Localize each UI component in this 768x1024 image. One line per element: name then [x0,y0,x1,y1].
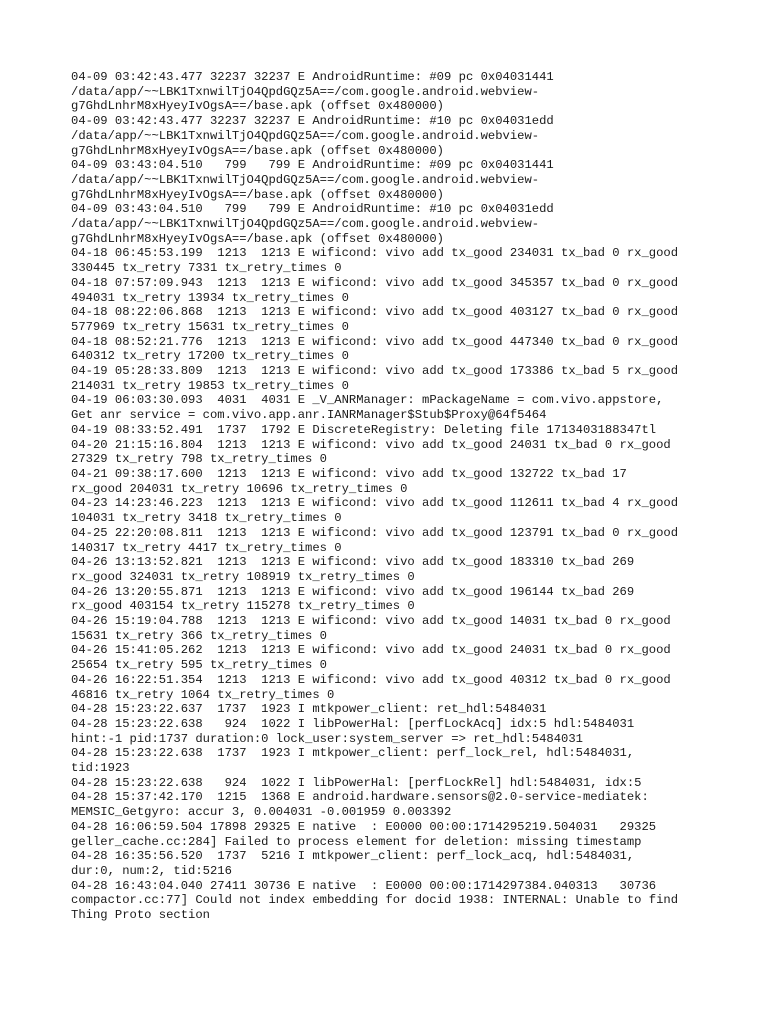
log-line: compactor.cc:77] Could not index embedding for docid 1938: INTERNAL: Unable to find [71,893,679,908]
log-line: 04-18 06:45:53.199 1213 1213 E wificond: vivo add tx_good 234031 tx_bad 0 rx_good [71,246,679,261]
log-line: Get anr service = com.vivo.app.anr.IANRManager$Stub$Proxy@64f5464 [71,408,547,423]
log-line: /data/app/~~LBK1TxnwilTjO4QpdGQz5A==/com.google.android.webview- [71,84,540,99]
log-line: 04-09 03:43:04.510 799 799 E AndroidRuntime: #09 pc 0x04031441 [71,158,554,173]
log-line: 04-28 16:35:56.520 1737 5216 I mtkpower_client: perf_lock_acq, hdl:5484031, [71,849,635,864]
log-line: g7GhdLnhrM8xHyeyIvOgsA==/base.apk (offset 0x480000) [71,143,444,158]
log-line: 04-28 15:23:22.638 924 1022 I libPowerHal: [perfLockRel] hdl:5484031, idx:5 [71,775,642,790]
log-line: 04-26 15:19:04.788 1213 1213 E wificond: vivo add tx_good 14031 tx_bad 0 rx_good [71,614,671,629]
log-line: 04-28 15:23:22.638 924 1022 I libPowerHal: [perfLockAcq] idx:5 hdl:5484031 [71,716,635,731]
log-line: 04-28 16:43:04.040 27411 30736 E native : E0000 00:00:1714297384.040313 30736 [71,878,657,893]
log-line: 04-23 14:23:46.223 1213 1213 E wificond: vivo add tx_good 112611 tx_bad 4 rx_good [71,496,679,511]
log-line: 04-26 13:13:52.821 1213 1213 E wificond: vivo add tx_good 183310 tx_bad 269 [71,555,635,570]
log-line: MEMSIC_Getgyro: accur 3, 0.004031 -0.001959 0.003392 [71,805,452,820]
log-line: tid:1923 [71,761,130,776]
log-line: 04-18 08:22:06.868 1213 1213 E wificond: vivo add tx_good 403127 tx_bad 0 rx_good [71,305,679,320]
log-line: /data/app/~~LBK1TxnwilTjO4QpdGQz5A==/com.google.android.webview- [71,172,540,187]
log-line: 04-25 22:20:08.811 1213 1213 E wificond: vivo add tx_good 123791 tx_bad 0 rx_good [71,525,679,540]
log-line: Thing Proto section [71,908,210,923]
log-line: 04-26 15:41:05.262 1213 1213 E wificond: vivo add tx_good 24031 tx_bad 0 rx_good [71,643,671,658]
log-line: 04-19 08:33:52.491 1737 1792 E DiscreteRegistry: Deleting file 1713403188347tl [71,422,657,437]
log-line: 494031 tx_retry 13934 tx_retry_times 0 [71,290,349,305]
log-line: 04-28 15:37:42.170 1215 1368 E android.hardware.sensors@2.0-service-mediatek: [71,790,649,805]
log-line: 330445 tx_retry 7331 tx_retry_times 0 [71,261,342,276]
log-line: rx_good 204031 tx_retry 10696 tx_retry_times 0 [71,481,408,496]
log-line: /data/app/~~LBK1TxnwilTjO4QpdGQz5A==/com.google.android.webview- [71,128,540,143]
log-line: g7GhdLnhrM8xHyeyIvOgsA==/base.apk (offset 0x480000) [71,231,444,246]
log-line: 04-20 21:15:16.804 1213 1213 E wificond: vivo add tx_good 24031 tx_bad 0 rx_good [71,437,671,452]
log-line: 15631 tx_retry 366 tx_retry_times 0 [71,628,327,643]
log-line: 04-09 03:42:43.477 32237 32237 E AndroidRuntime: #09 pc 0x04031441 [71,70,554,84]
log-line: 104031 tx_retry 3418 tx_retry_times 0 [71,511,342,526]
log-line: 140317 tx_retry 4417 tx_retry_times 0 [71,540,342,555]
log-line: 640312 tx_retry 17200 tx_retry_times 0 [71,349,349,364]
log-line: 04-18 08:52:21.776 1213 1213 E wificond: vivo add tx_good 447340 tx_bad 0 rx_good [71,334,679,349]
log-line: 04-19 06:03:30.093 4031 4031 E _V_ANRManager: mPackageName = com.vivo.appstore, [71,393,664,408]
log-line: 04-21 09:38:17.600 1213 1213 E wificond: vivo add tx_good 132722 tx_bad 17 [71,466,627,481]
log-line: 214031 tx_retry 19853 tx_retry_times 0 [71,378,349,393]
log-line: rx_good 403154 tx_retry 115278 tx_retry_times 0 [71,599,415,614]
log-line: 577969 tx_retry 15631 tx_retry_times 0 [71,319,349,334]
log-line: 04-19 05:28:33.809 1213 1213 E wificond: vivo add tx_good 173386 tx_bad 5 rx_good [71,364,679,379]
log-line: 04-18 07:57:09.943 1213 1213 E wificond: vivo add tx_good 345357 tx_bad 0 rx_good [71,275,679,290]
log-line: 04-26 13:20:55.871 1213 1213 E wificond: vivo add tx_good 196144 tx_bad 269 [71,584,635,599]
log-line: 04-28 15:23:22.638 1737 1923 I mtkpower_client: perf_lock_rel, hdl:5484031, [71,746,635,761]
log-line: 04-28 16:06:59.504 17898 29325 E native : E0000 00:00:1714295219.504031 29325 [71,819,657,834]
log-line: /data/app/~~LBK1TxnwilTjO4QpdGQz5A==/com.google.android.webview- [71,217,540,232]
log-line: dur:0, num:2, tid:5216 [71,863,232,878]
log-line: 46816 tx_retry 1064 tx_retry_times 0 [71,687,335,702]
log-line: hint:-1 pid:1737 duration:0 lock_user:system_server => ret_hdl:5484031 [71,731,583,746]
log-line: 04-09 03:42:43.477 32237 32237 E AndroidRuntime: #10 pc 0x04031edd [71,114,554,129]
log-line: 27329 tx_retry 798 tx_retry_times 0 [71,452,327,467]
log-line: g7GhdLnhrM8xHyeyIvOgsA==/base.apk (offset 0x480000) [71,99,444,114]
log-line: 04-09 03:43:04.510 799 799 E AndroidRuntime: #10 pc 0x04031edd [71,202,554,217]
log-line: g7GhdLnhrM8xHyeyIvOgsA==/base.apk (offset 0x480000) [71,187,444,202]
log-text-block [71,70,731,923]
log-line: 25654 tx_retry 595 tx_retry_times 0 [71,658,327,673]
log-line: 04-26 16:22:51.354 1213 1213 E wificond: vivo add tx_good 40312 tx_bad 0 rx_good [71,672,671,687]
log-line: rx_good 324031 tx_retry 108919 tx_retry_times 0 [71,569,415,584]
log-line: 04-28 15:23:22.637 1737 1923 I mtkpower_client: ret_hdl:5484031 [71,702,547,717]
log-line: geller_cache.cc:284] Failed to process element for deletion: missing timestamp [71,834,642,849]
